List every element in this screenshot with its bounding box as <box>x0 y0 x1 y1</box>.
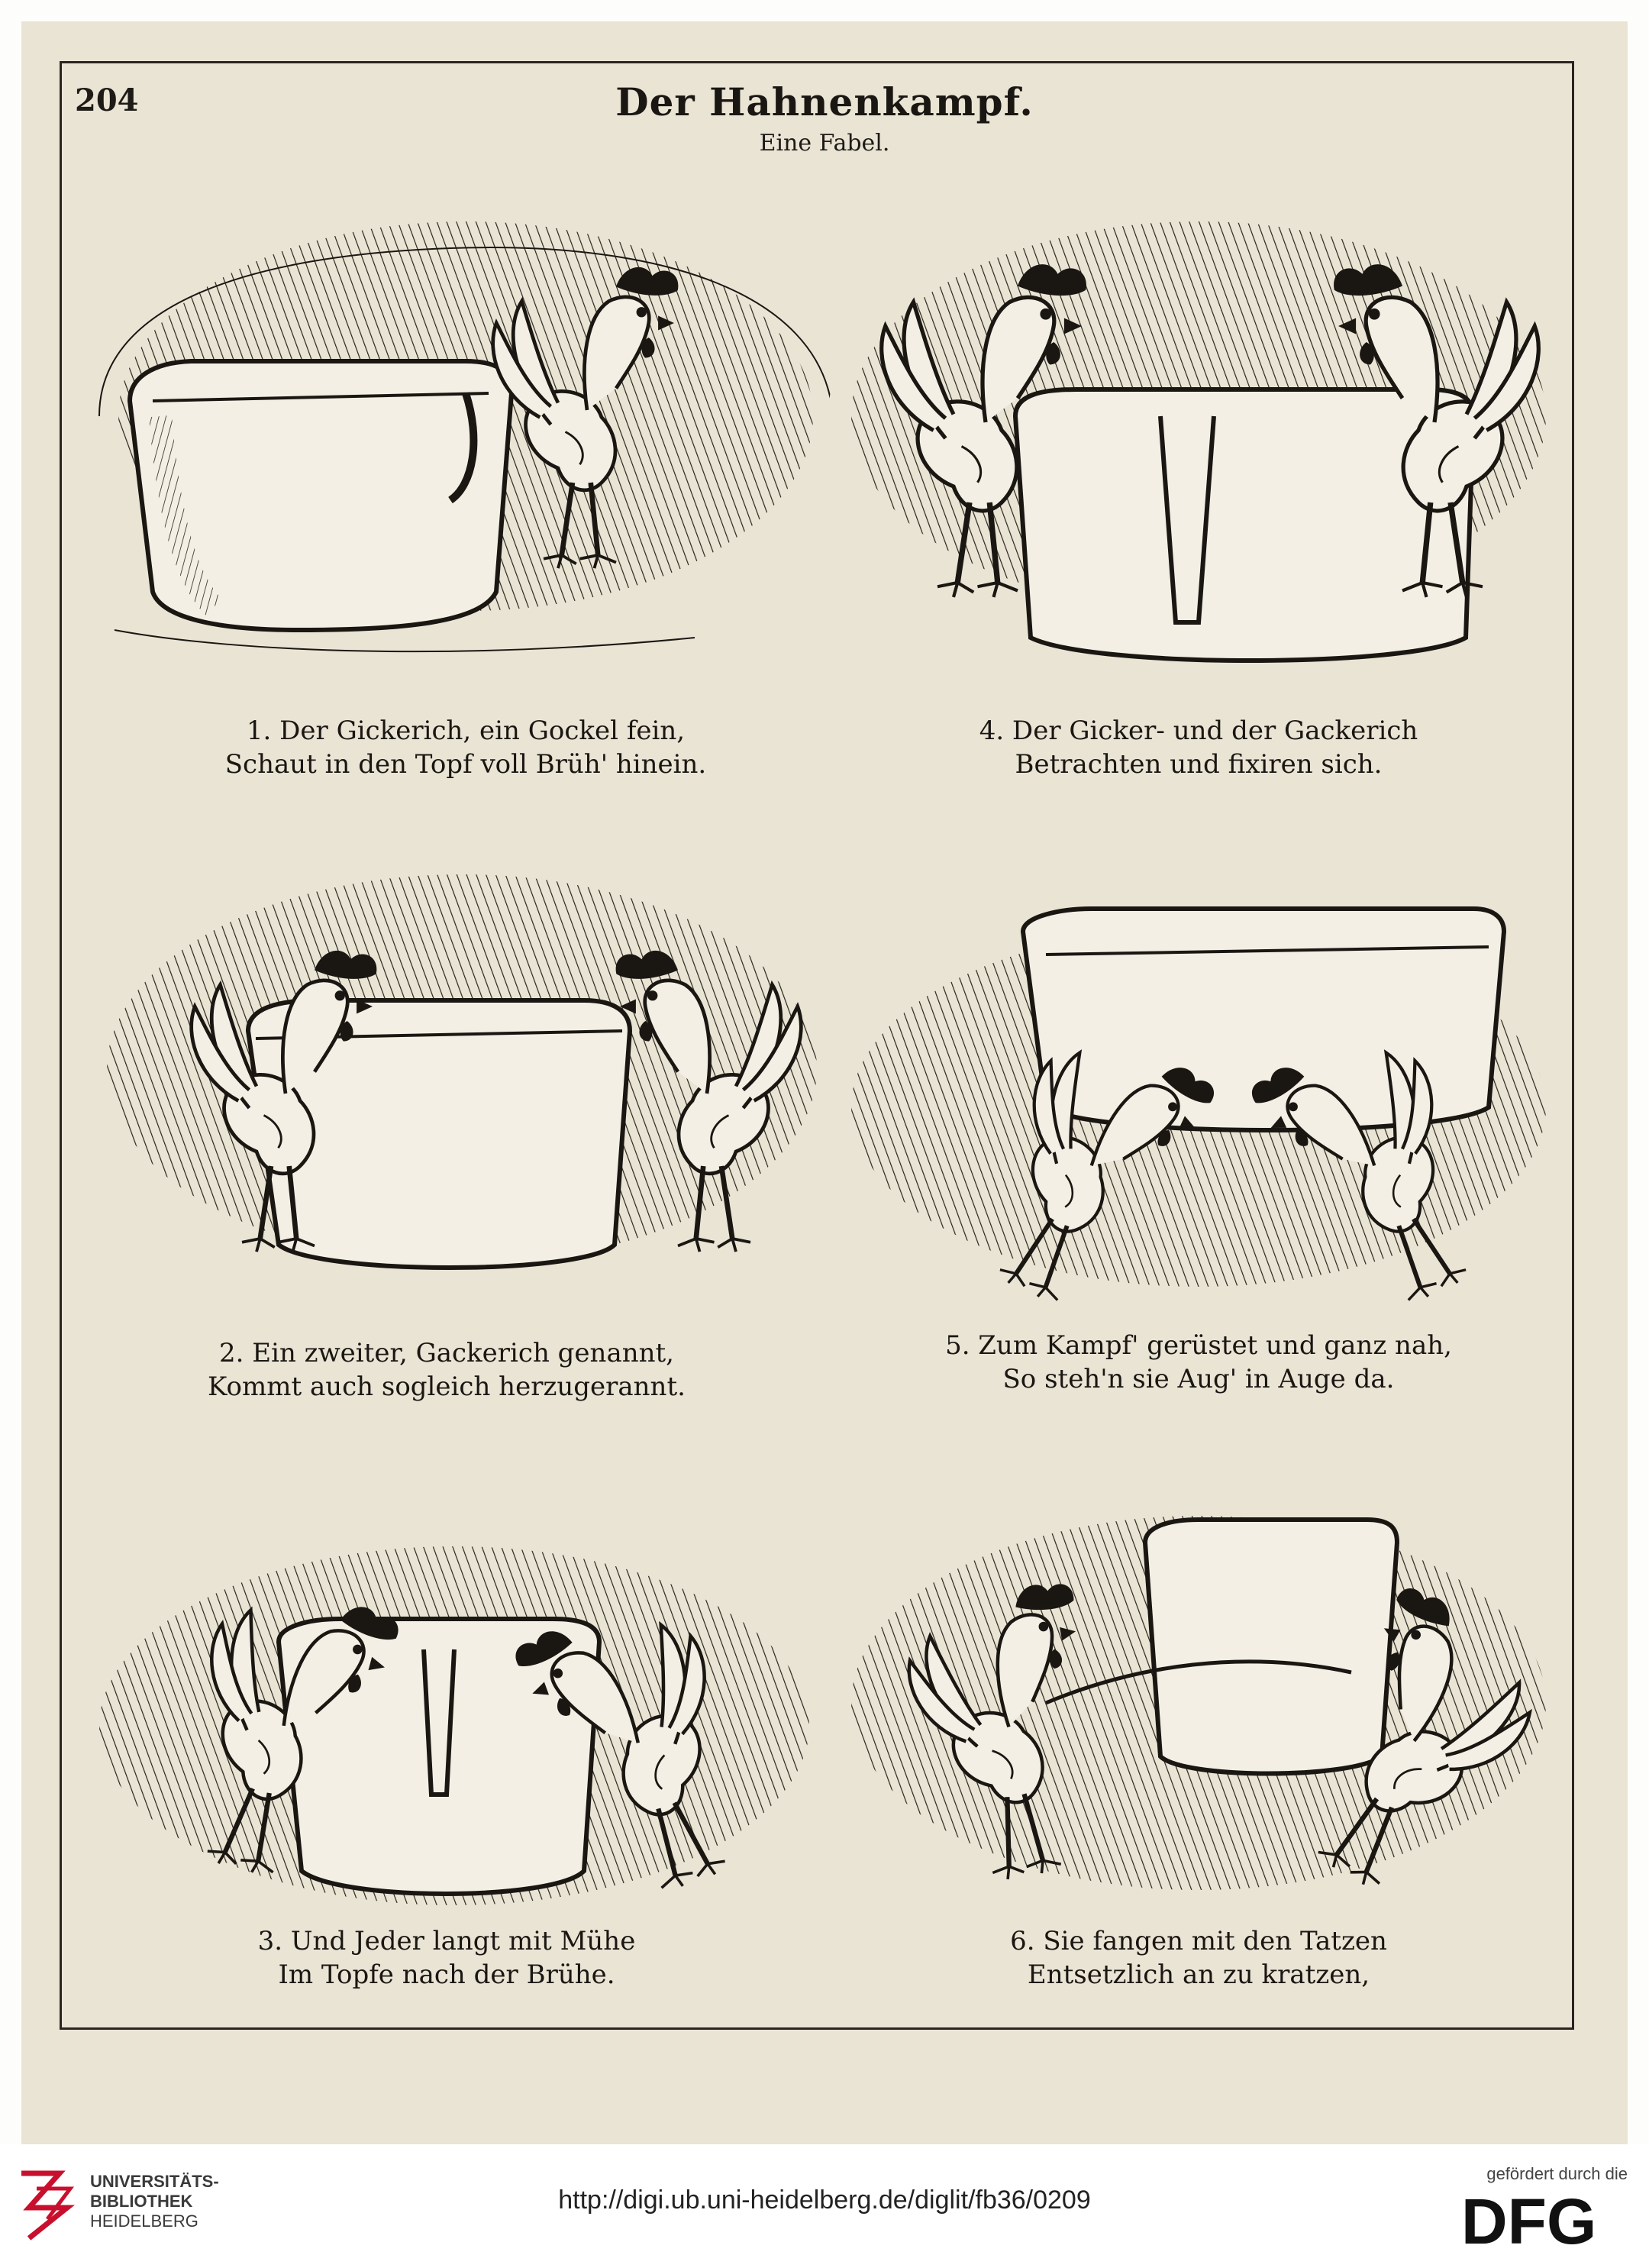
illustration-roosters-scratching <box>817 1436 1580 1970</box>
panel-caption <box>65 1924 828 1992</box>
illustration-second-rooster-arrives <box>65 817 828 1352</box>
caption-line: 2. Ein zweiter, Gackerich genannt, <box>219 1338 674 1368</box>
panel-caption <box>817 1329 1580 1396</box>
illustration-both-reaching-into-pot <box>65 1451 828 1985</box>
page-title: Der Hahnenkampf. <box>615 79 1034 124</box>
caption-line: Im Topfe nach der Brühe. <box>278 1959 615 1990</box>
panel-caption <box>817 714 1580 781</box>
panel-caption <box>84 714 847 781</box>
page-subtitle: Eine Fabel. <box>759 130 890 157</box>
caption-line: Betrachten und fixiren sich. <box>1015 749 1383 780</box>
caption-line: 1. Der Gickerich, ein Gockel fein, <box>246 716 686 746</box>
funding-label: gefördert durch die <box>1486 2164 1628 2183</box>
source-url-link[interactable]: http://digi.ub.uni-heidelberg.de/diglit/fb36/0209 <box>558 2186 1091 2215</box>
panel-caption <box>817 1924 1580 1992</box>
caption-line: 6. Sie fangen mit den Tatzen <box>1010 1926 1387 1956</box>
illustration-roosters-eye-to-eye <box>817 840 1580 1375</box>
digitization-footer <box>0 2144 1649 2268</box>
dfg-logo-icon <box>1461 2192 1618 2250</box>
illustration-rooster-peering-into-pot <box>84 164 847 699</box>
caption-line: 4. Der Gicker- und der Gackerich <box>979 716 1418 746</box>
institution-name: UNIVERSITÄTS- BIBLIOTHEK HEIDELBERG <box>90 2172 219 2231</box>
caption-line: So steh'n sie Aug' in Auge da. <box>1002 1364 1395 1394</box>
page-number: 204 <box>75 82 139 118</box>
caption-line: Schaut in den Topf voll Brüh' hinein. <box>224 749 707 780</box>
caption-line: Entsetzlich an zu kratzen, <box>1027 1959 1370 1990</box>
caption-line: Kommt auch sogleich herzugerannt. <box>208 1371 686 1402</box>
caption-line: 3. Und Jeder langt mit Mühe <box>257 1926 636 1956</box>
svg-text:DFG: DFG <box>1461 2192 1597 2250</box>
illustration-roosters-facing-each-other <box>817 164 1580 699</box>
panel-caption <box>65 1336 828 1404</box>
caption-line: 5. Zum Kampf' gerüstet und ganz nah, <box>945 1330 1452 1361</box>
